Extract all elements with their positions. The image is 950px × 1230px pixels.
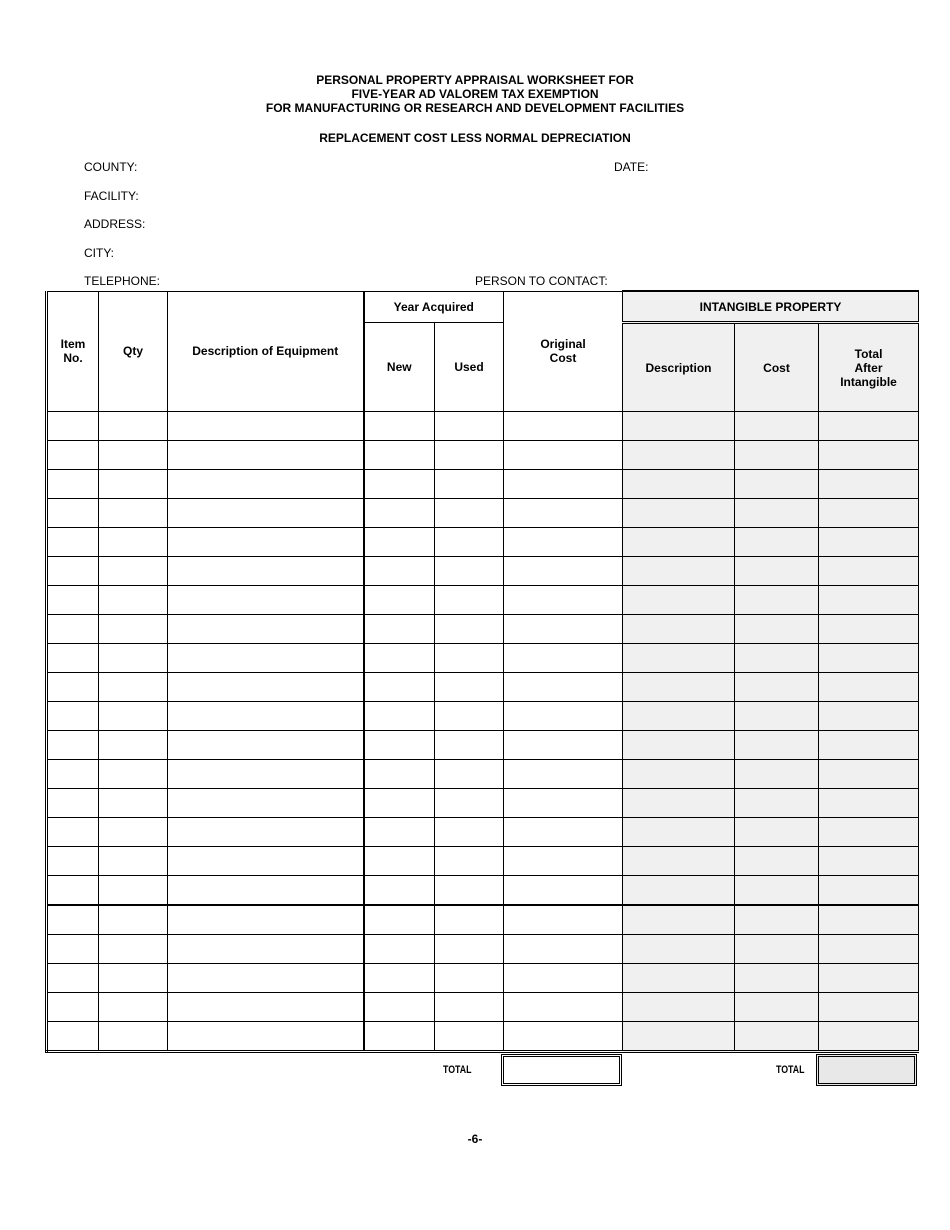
date-label: DATE: bbox=[614, 160, 649, 174]
original-cost-cell[interactable] bbox=[504, 499, 623, 528]
year-used-cell[interactable] bbox=[435, 935, 504, 964]
year-used-cell[interactable] bbox=[435, 412, 504, 441]
qty-cell[interactable] bbox=[99, 760, 168, 789]
item-no-cell[interactable] bbox=[47, 876, 99, 906]
equipment-description-cell[interactable] bbox=[168, 935, 364, 964]
total-after-intangible-cell[interactable] bbox=[819, 847, 919, 876]
original-cost-cell[interactable] bbox=[504, 818, 623, 847]
intangible-cost-cell[interactable] bbox=[735, 470, 819, 499]
year-new-cell[interactable] bbox=[364, 1022, 435, 1052]
intangible-description-cell[interactable] bbox=[623, 412, 735, 441]
total-after-intangible-cell[interactable] bbox=[819, 557, 919, 586]
qty-cell[interactable] bbox=[99, 731, 168, 760]
year-new-cell[interactable] bbox=[364, 441, 435, 470]
equipment-description-cell[interactable] bbox=[168, 528, 364, 557]
original-cost-cell[interactable] bbox=[504, 557, 623, 586]
intangible-description-cell[interactable] bbox=[623, 499, 735, 528]
year-new-cell[interactable] bbox=[364, 702, 435, 731]
qty-cell[interactable] bbox=[99, 818, 168, 847]
header-year-acquired: Year Acquired bbox=[364, 291, 504, 323]
address-label: ADDRESS: bbox=[84, 217, 146, 231]
intangible-cost-cell[interactable] bbox=[735, 528, 819, 557]
intangible-cost-cell[interactable] bbox=[735, 1022, 819, 1052]
year-new-cell[interactable] bbox=[364, 935, 435, 964]
equipment-description-cell[interactable] bbox=[168, 557, 364, 586]
intangible-cost-cell[interactable] bbox=[735, 876, 819, 906]
qty-cell[interactable] bbox=[99, 876, 168, 906]
total-after-intangible-box[interactable] bbox=[816, 1054, 917, 1086]
form-subtitle: REPLACEMENT COST LESS NORMAL DEPRECIATION bbox=[319, 131, 631, 145]
item-no-cell[interactable] bbox=[47, 935, 99, 964]
qty-cell[interactable] bbox=[99, 557, 168, 586]
intangible-description-cell[interactable] bbox=[623, 818, 735, 847]
intangible-description-cell[interactable] bbox=[623, 964, 735, 993]
year-used-cell[interactable] bbox=[435, 644, 504, 673]
year-used-cell[interactable] bbox=[435, 760, 504, 789]
item-no-cell[interactable] bbox=[47, 528, 99, 557]
total-after-intangible-cell[interactable] bbox=[819, 615, 919, 644]
equipment-description-cell[interactable] bbox=[168, 818, 364, 847]
equipment-description-cell[interactable] bbox=[168, 615, 364, 644]
intangible-description-cell[interactable] bbox=[623, 528, 735, 557]
year-used-cell[interactable] bbox=[435, 876, 504, 906]
year-new-cell[interactable] bbox=[364, 470, 435, 499]
equipment-description-cell[interactable] bbox=[168, 905, 364, 935]
original-cost-cell[interactable] bbox=[504, 760, 623, 789]
year-used-cell[interactable] bbox=[435, 441, 504, 470]
total-after-intangible-cell[interactable] bbox=[819, 731, 919, 760]
table-row bbox=[47, 528, 919, 557]
intangible-cost-cell[interactable] bbox=[735, 586, 819, 615]
total-after-intangible-cell[interactable] bbox=[819, 412, 919, 441]
table-row bbox=[47, 1022, 919, 1052]
equipment-description-cell[interactable] bbox=[168, 876, 364, 906]
total-original-cost-box[interactable] bbox=[501, 1054, 622, 1086]
table-row bbox=[47, 760, 919, 789]
year-new-cell[interactable] bbox=[364, 499, 435, 528]
original-cost-cell[interactable] bbox=[504, 1022, 623, 1052]
header-total-after-intangible: Total After Intangible bbox=[819, 323, 919, 412]
intangible-description-cell[interactable] bbox=[623, 441, 735, 470]
year-used-cell[interactable] bbox=[435, 673, 504, 702]
original-cost-cell[interactable] bbox=[504, 412, 623, 441]
equipment-description-cell[interactable] bbox=[168, 673, 364, 702]
qty-cell[interactable] bbox=[99, 964, 168, 993]
telephone-label: TELEPHONE: bbox=[84, 274, 161, 288]
equipment-description-cell[interactable] bbox=[168, 789, 364, 818]
table-row bbox=[47, 702, 919, 731]
total-after-intangible-cell[interactable] bbox=[819, 876, 919, 906]
original-cost-cell[interactable] bbox=[504, 615, 623, 644]
year-used-cell[interactable] bbox=[435, 702, 504, 731]
original-cost-cell[interactable] bbox=[504, 702, 623, 731]
year-new-cell[interactable] bbox=[364, 760, 435, 789]
total-after-intangible-cell[interactable] bbox=[819, 499, 919, 528]
intangible-description-cell[interactable] bbox=[623, 760, 735, 789]
qty-cell[interactable] bbox=[99, 847, 168, 876]
equipment-description-cell[interactable] bbox=[168, 412, 364, 441]
year-used-cell[interactable] bbox=[435, 818, 504, 847]
original-cost-cell[interactable] bbox=[504, 644, 623, 673]
qty-cell[interactable] bbox=[99, 528, 168, 557]
table-row bbox=[47, 557, 919, 586]
table-row bbox=[47, 586, 919, 615]
header-description-of-equipment: Description of Equipment bbox=[168, 291, 364, 412]
header-used: Used bbox=[435, 323, 504, 412]
city-label: CITY: bbox=[84, 246, 115, 260]
intangible-cost-cell[interactable] bbox=[735, 499, 819, 528]
intangible-description-cell[interactable] bbox=[623, 470, 735, 499]
header-intangible-description: Description bbox=[623, 323, 735, 412]
intangible-description-cell[interactable] bbox=[623, 905, 735, 935]
intangible-cost-cell[interactable] bbox=[735, 615, 819, 644]
intangible-cost-cell[interactable] bbox=[735, 964, 819, 993]
item-no-cell[interactable] bbox=[47, 818, 99, 847]
item-no-cell[interactable] bbox=[47, 615, 99, 644]
total-after-intangible-cell[interactable] bbox=[819, 441, 919, 470]
intangible-description-cell[interactable] bbox=[623, 702, 735, 731]
item-no-cell[interactable] bbox=[47, 1022, 99, 1052]
equipment-description-cell[interactable] bbox=[168, 847, 364, 876]
qty-cell[interactable] bbox=[99, 673, 168, 702]
equipment-description-cell[interactable] bbox=[168, 702, 364, 731]
total-after-intangible-cell[interactable] bbox=[819, 1022, 919, 1052]
total-after-intangible-cell[interactable] bbox=[819, 644, 919, 673]
qty-cell[interactable] bbox=[99, 412, 168, 441]
table-row bbox=[47, 731, 919, 760]
item-no-cell[interactable] bbox=[47, 993, 99, 1022]
table-row bbox=[47, 905, 919, 935]
original-cost-cell[interactable] bbox=[504, 876, 623, 906]
header-intangible-property: INTANGIBLE PROPERTY bbox=[623, 291, 919, 323]
intangible-cost-cell[interactable] bbox=[735, 935, 819, 964]
total-after-intangible-cell[interactable] bbox=[819, 789, 919, 818]
equipment-description-cell[interactable] bbox=[168, 499, 364, 528]
original-cost-cell[interactable] bbox=[504, 731, 623, 760]
intangible-description-cell[interactable] bbox=[623, 876, 735, 906]
year-used-cell[interactable] bbox=[435, 615, 504, 644]
equipment-description-cell[interactable] bbox=[168, 993, 364, 1022]
intangible-cost-cell[interactable] bbox=[735, 673, 819, 702]
person-to-contact-label: PERSON TO CONTACT: bbox=[475, 274, 608, 288]
intangible-cost-cell[interactable] bbox=[735, 731, 819, 760]
table-row bbox=[47, 499, 919, 528]
year-new-cell[interactable] bbox=[364, 905, 435, 935]
intangible-cost-cell[interactable] bbox=[735, 760, 819, 789]
year-used-cell[interactable] bbox=[435, 557, 504, 586]
equipment-description-cell[interactable] bbox=[168, 470, 364, 499]
equipment-description-cell[interactable] bbox=[168, 760, 364, 789]
total-after-intangible-cell[interactable] bbox=[819, 470, 919, 499]
year-used-cell[interactable] bbox=[435, 847, 504, 876]
title-line-2: FIVE-YEAR AD VALOREM TAX EXEMPTION bbox=[351, 87, 599, 101]
year-new-cell[interactable] bbox=[364, 964, 435, 993]
intangible-description-cell[interactable] bbox=[623, 557, 735, 586]
equipment-description-cell[interactable] bbox=[168, 644, 364, 673]
original-cost-cell[interactable] bbox=[504, 441, 623, 470]
table-row bbox=[47, 789, 919, 818]
intangible-cost-cell[interactable] bbox=[735, 905, 819, 935]
header-original-cost: Original Cost bbox=[504, 291, 623, 412]
table-row bbox=[47, 412, 919, 441]
qty-cell[interactable] bbox=[99, 441, 168, 470]
intangible-cost-cell[interactable] bbox=[735, 789, 819, 818]
total-after-intangible-cell[interactable] bbox=[819, 586, 919, 615]
equipment-description-cell[interactable] bbox=[168, 964, 364, 993]
intangible-cost-cell[interactable] bbox=[735, 702, 819, 731]
item-no-cell[interactable] bbox=[47, 731, 99, 760]
equipment-description-cell[interactable] bbox=[168, 441, 364, 470]
year-new-cell[interactable] bbox=[364, 789, 435, 818]
qty-cell[interactable] bbox=[99, 702, 168, 731]
year-used-cell[interactable] bbox=[435, 905, 504, 935]
item-no-cell[interactable] bbox=[47, 441, 99, 470]
item-no-cell[interactable] bbox=[47, 673, 99, 702]
item-no-cell[interactable] bbox=[47, 412, 99, 441]
qty-cell[interactable] bbox=[99, 499, 168, 528]
intangible-description-cell[interactable] bbox=[623, 1022, 735, 1052]
facility-label: FACILITY: bbox=[84, 189, 139, 203]
qty-cell[interactable] bbox=[99, 789, 168, 818]
original-cost-cell[interactable] bbox=[504, 789, 623, 818]
table-row bbox=[47, 673, 919, 702]
year-used-cell[interactable] bbox=[435, 528, 504, 557]
qty-cell[interactable] bbox=[99, 615, 168, 644]
year-new-cell[interactable] bbox=[364, 644, 435, 673]
original-cost-cell[interactable] bbox=[504, 935, 623, 964]
original-cost-cell[interactable] bbox=[504, 964, 623, 993]
intangible-cost-cell[interactable] bbox=[735, 993, 819, 1022]
item-no-cell[interactable] bbox=[47, 905, 99, 935]
item-no-cell[interactable] bbox=[47, 644, 99, 673]
total-label-original-cost: TOTAL bbox=[443, 1064, 472, 1076]
total-after-intangible-cell[interactable] bbox=[819, 993, 919, 1022]
header-qty: Qty bbox=[99, 291, 168, 412]
original-cost-cell[interactable] bbox=[504, 673, 623, 702]
qty-cell[interactable] bbox=[99, 470, 168, 499]
intangible-cost-cell[interactable] bbox=[735, 412, 819, 441]
intangible-cost-cell[interactable] bbox=[735, 557, 819, 586]
original-cost-cell[interactable] bbox=[504, 847, 623, 876]
year-used-cell[interactable] bbox=[435, 499, 504, 528]
equipment-description-cell[interactable] bbox=[168, 1022, 364, 1052]
year-new-cell[interactable] bbox=[364, 818, 435, 847]
total-after-intangible-cell[interactable] bbox=[819, 818, 919, 847]
table-row bbox=[47, 876, 919, 906]
qty-cell[interactable] bbox=[99, 586, 168, 615]
form-title bbox=[0, 73, 950, 115]
year-new-cell[interactable] bbox=[364, 528, 435, 557]
equipment-description-cell[interactable] bbox=[168, 586, 364, 615]
table-row bbox=[47, 993, 919, 1022]
intangible-description-cell[interactable] bbox=[623, 731, 735, 760]
intangible-description-cell[interactable] bbox=[623, 935, 735, 964]
intangible-cost-cell[interactable] bbox=[735, 644, 819, 673]
item-no-cell[interactable] bbox=[47, 702, 99, 731]
total-after-intangible-cell[interactable] bbox=[819, 964, 919, 993]
year-used-cell[interactable] bbox=[435, 731, 504, 760]
year-used-cell[interactable] bbox=[435, 964, 504, 993]
qty-cell[interactable] bbox=[99, 1022, 168, 1052]
equipment-description-cell[interactable] bbox=[168, 731, 364, 760]
qty-cell[interactable] bbox=[99, 935, 168, 964]
year-used-cell[interactable] bbox=[435, 993, 504, 1022]
total-after-intangible-cell[interactable] bbox=[819, 935, 919, 964]
intangible-description-cell[interactable] bbox=[623, 586, 735, 615]
table-row bbox=[47, 470, 919, 499]
original-cost-cell[interactable] bbox=[504, 586, 623, 615]
table-row bbox=[47, 847, 919, 876]
table-row bbox=[47, 644, 919, 673]
item-no-cell[interactable] bbox=[47, 847, 99, 876]
table-row bbox=[47, 964, 919, 993]
item-no-cell[interactable] bbox=[47, 586, 99, 615]
original-cost-cell[interactable] bbox=[504, 470, 623, 499]
header-item-no: Item No. bbox=[47, 291, 99, 412]
title-line-1: PERSONAL PROPERTY APPRAISAL WORKSHEET FOR bbox=[316, 73, 634, 87]
qty-cell[interactable] bbox=[99, 644, 168, 673]
item-no-cell[interactable] bbox=[47, 789, 99, 818]
table-row bbox=[47, 615, 919, 644]
table-row bbox=[47, 935, 919, 964]
item-no-cell[interactable] bbox=[47, 499, 99, 528]
intangible-description-cell[interactable] bbox=[623, 644, 735, 673]
year-used-cell[interactable] bbox=[435, 1022, 504, 1052]
intangible-cost-cell[interactable] bbox=[735, 441, 819, 470]
year-new-cell[interactable] bbox=[364, 876, 435, 906]
table-row bbox=[47, 441, 919, 470]
year-new-cell[interactable] bbox=[364, 615, 435, 644]
original-cost-cell[interactable] bbox=[504, 528, 623, 557]
original-cost-cell[interactable] bbox=[504, 993, 623, 1022]
year-used-cell[interactable] bbox=[435, 789, 504, 818]
year-new-cell[interactable] bbox=[364, 993, 435, 1022]
year-used-cell[interactable] bbox=[435, 586, 504, 615]
item-no-cell[interactable] bbox=[47, 557, 99, 586]
header-intangible-cost: Cost bbox=[735, 323, 819, 412]
year-new-cell[interactable] bbox=[364, 673, 435, 702]
table-body bbox=[47, 412, 919, 1052]
item-no-cell[interactable] bbox=[47, 470, 99, 499]
appraisal-table bbox=[45, 290, 919, 1053]
page-number: -6- bbox=[467, 1132, 483, 1146]
total-after-intangible-cell[interactable] bbox=[819, 905, 919, 935]
qty-cell[interactable] bbox=[99, 993, 168, 1022]
intangible-description-cell[interactable] bbox=[623, 847, 735, 876]
original-cost-cell[interactable] bbox=[504, 905, 623, 935]
year-new-cell[interactable] bbox=[364, 586, 435, 615]
table-row bbox=[47, 818, 919, 847]
total-label-after-intangible: TOTAL bbox=[776, 1064, 805, 1076]
total-after-intangible-cell[interactable] bbox=[819, 702, 919, 731]
year-new-cell[interactable] bbox=[364, 557, 435, 586]
header-new: New bbox=[364, 323, 435, 412]
intangible-description-cell[interactable] bbox=[623, 993, 735, 1022]
intangible-cost-cell[interactable] bbox=[735, 847, 819, 876]
intangible-cost-cell[interactable] bbox=[735, 818, 819, 847]
intangible-description-cell[interactable] bbox=[623, 789, 735, 818]
item-no-cell[interactable] bbox=[47, 760, 99, 789]
intangible-description-cell[interactable] bbox=[623, 673, 735, 702]
total-after-intangible-cell[interactable] bbox=[819, 528, 919, 557]
total-after-intangible-cell[interactable] bbox=[819, 760, 919, 789]
county-label: COUNTY: bbox=[84, 160, 138, 174]
year-new-cell[interactable] bbox=[364, 412, 435, 441]
intangible-description-cell[interactable] bbox=[623, 615, 735, 644]
title-line-3: FOR MANUFACTURING OR RESEARCH AND DEVELOPMENT FACILITIES bbox=[265, 101, 685, 115]
total-after-intangible-cell[interactable] bbox=[819, 673, 919, 702]
year-new-cell[interactable] bbox=[364, 731, 435, 760]
item-no-cell[interactable] bbox=[47, 964, 99, 993]
year-used-cell[interactable] bbox=[435, 470, 504, 499]
qty-cell[interactable] bbox=[99, 905, 168, 935]
year-new-cell[interactable] bbox=[364, 847, 435, 876]
